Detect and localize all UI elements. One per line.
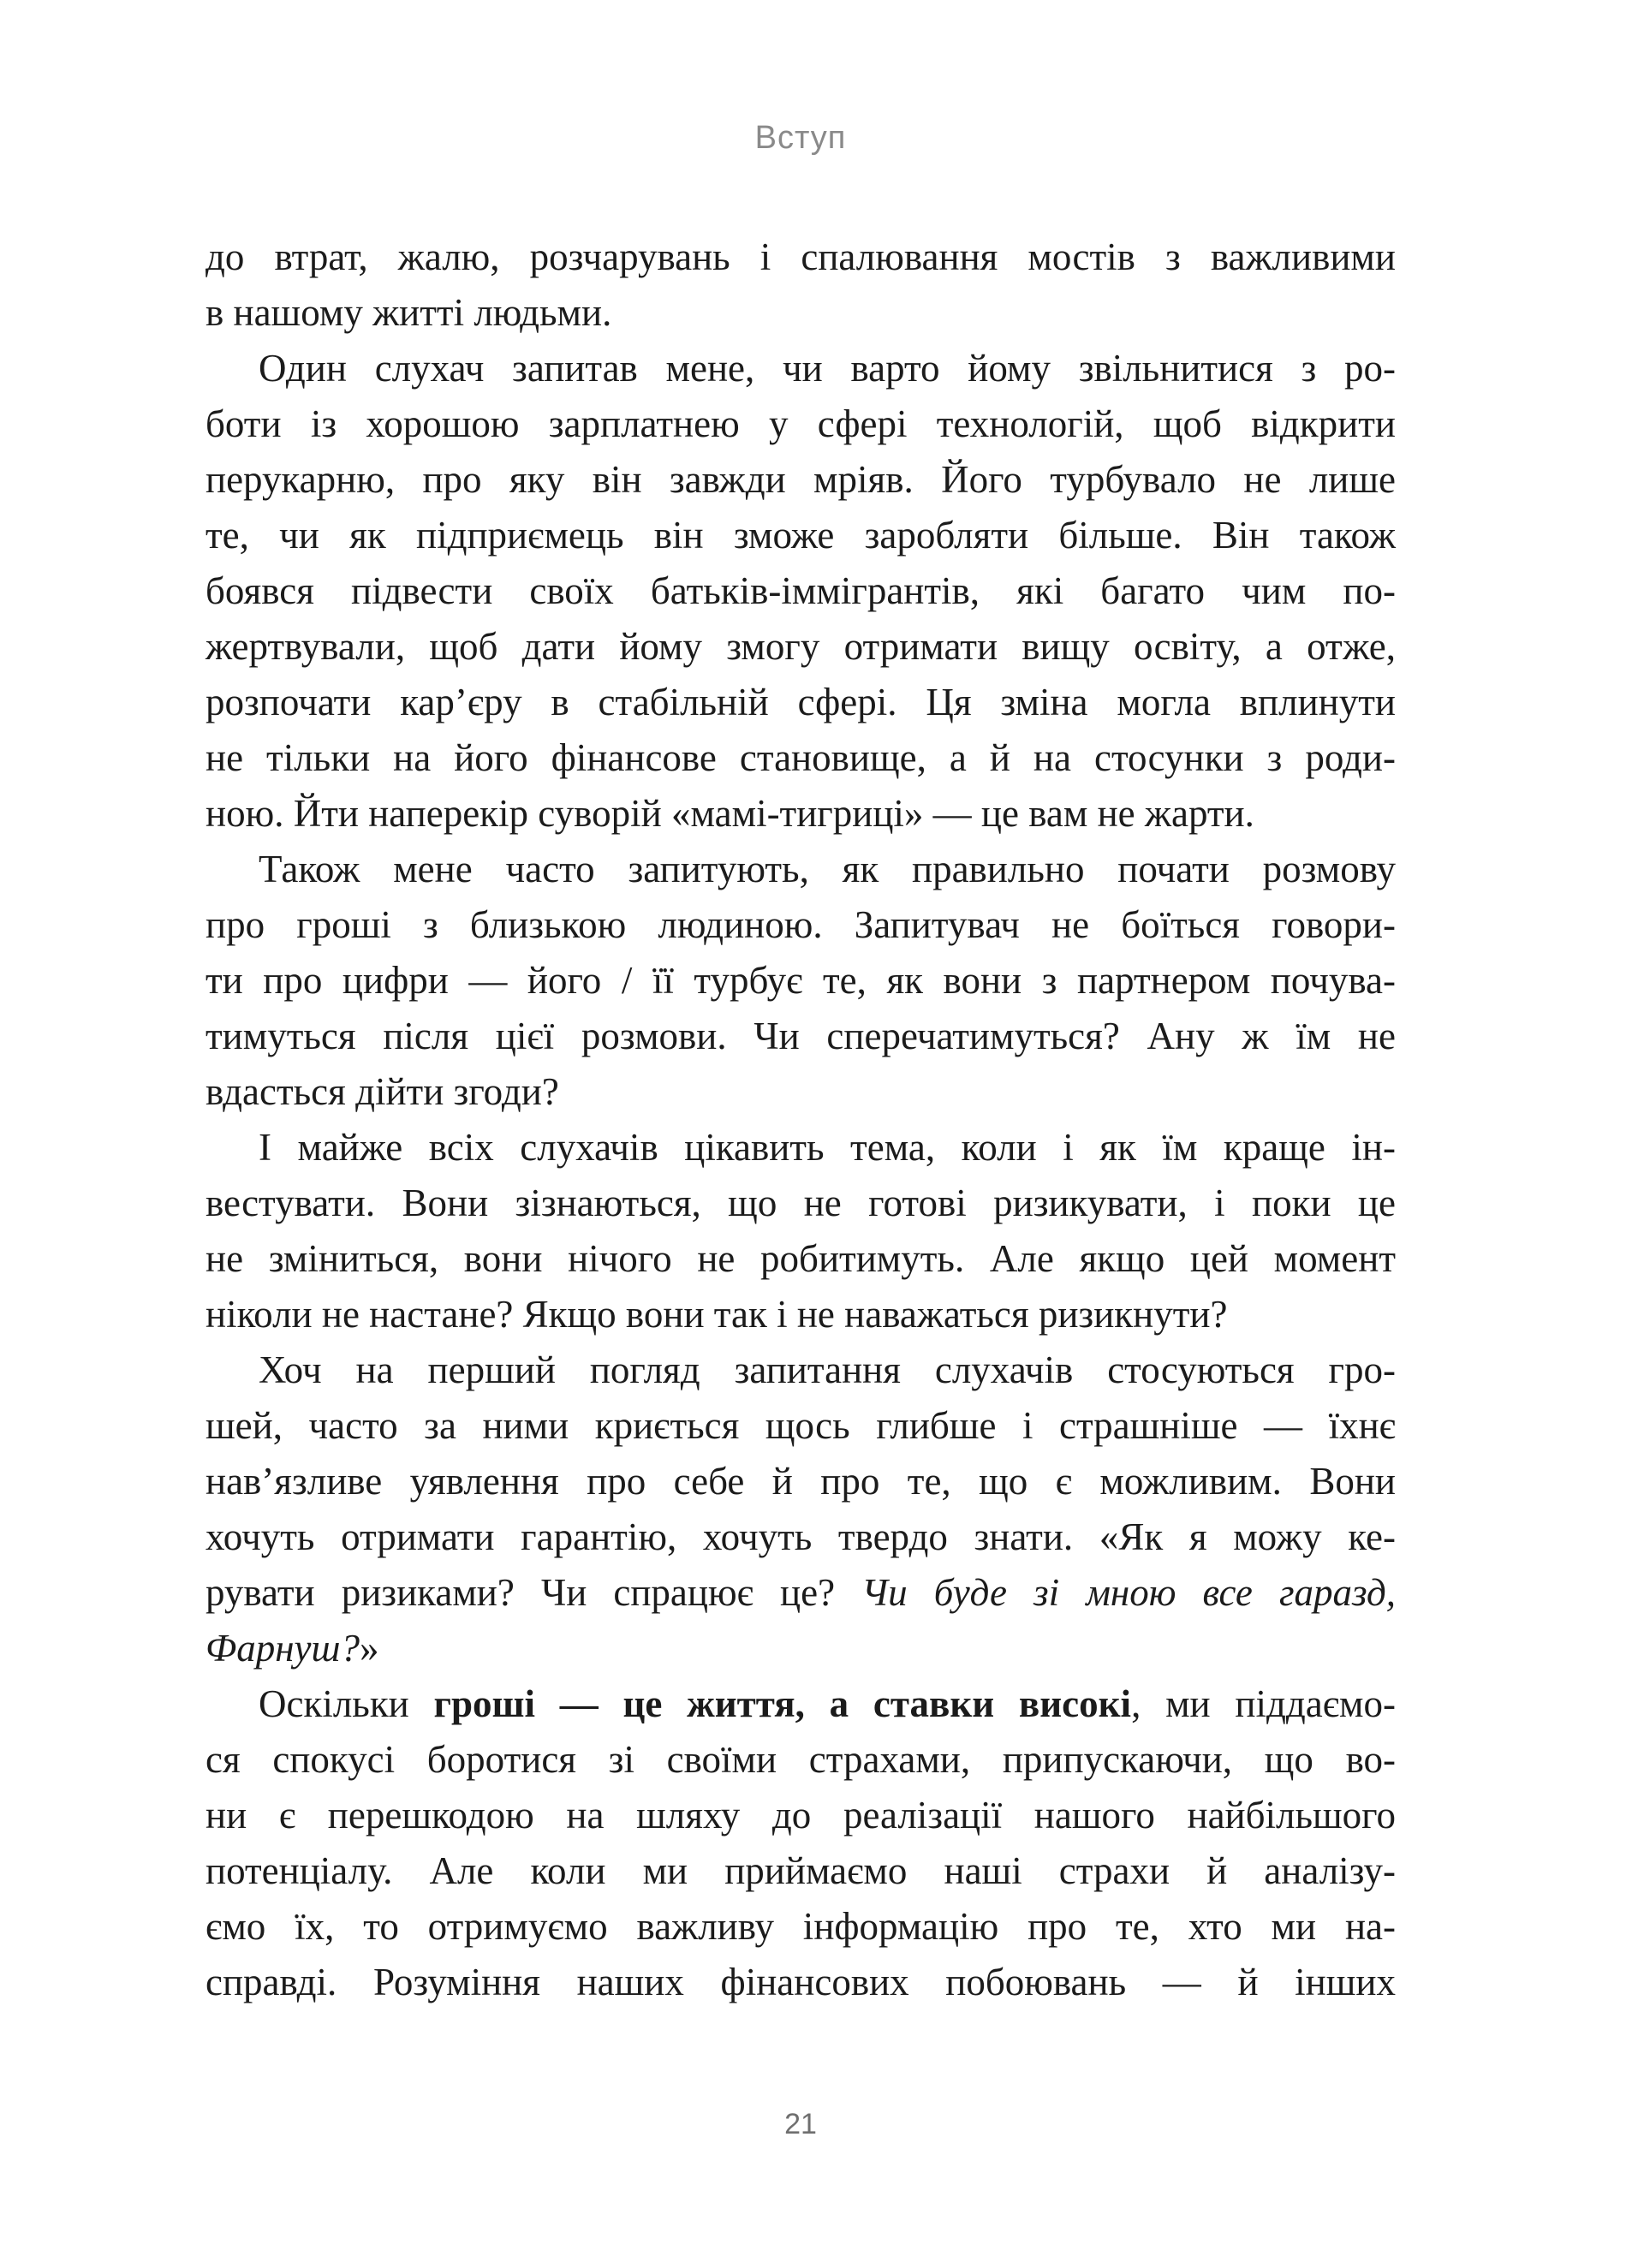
text-line [206, 1009, 1396, 1064]
text-line [206, 1120, 1396, 1176]
text-segment: ся спокусі боротися зі своїми страхами, припускаючи, що во- [206, 1738, 1396, 1781]
text-segment-italic: Фарнуш? [206, 1627, 360, 1670]
text-segment: не тільки на його фінансове становище, а й на стосунки з роди- [206, 736, 1396, 779]
text-line [206, 1955, 1396, 2010]
text-line [206, 1565, 1396, 1621]
text-segment: розпочати кар’єру в стабільній сфері. Ця зміна могла вплинути [206, 681, 1396, 723]
text-segment-bold: гроші — це життя, а ставки високі [433, 1682, 1132, 1725]
text-line [206, 396, 1396, 452]
text-segment: ною. Йти наперекір суворій «мамі-тигриці» — це вам не жарти. [206, 792, 1254, 835]
text-line [206, 1064, 1396, 1120]
text-segment: хочуть отримати гарантію, хочуть твердо знати. «Як я можу ке- [206, 1515, 1396, 1558]
text-segment-italic: Чи буде зі мною все гаразд, [861, 1571, 1396, 1614]
text-segment: Оскільки [259, 1682, 434, 1725]
text-segment: ни є перешкодою на шляху до реалізації нашого найбільшого [206, 1794, 1396, 1836]
text-line [206, 786, 1396, 842]
text-line [206, 563, 1396, 619]
text-segment: перукарню, про яку він завжди мріяв. Його турбувало не лише [206, 458, 1396, 501]
text-line [206, 508, 1396, 563]
text-line [206, 1454, 1396, 1509]
text-segment: справді. Розуміння наших фінансових побоювань — й інших [206, 1961, 1396, 2003]
text-segment: нав’язливе уявлення про себе й про те, що є можливим. Вони [206, 1460, 1396, 1503]
text-segment: вдасться дійти згоди? [206, 1070, 559, 1113]
text-segment: про гроші з близькою людиною. Запитувач не боїться говори- [206, 903, 1396, 946]
text-line [206, 619, 1396, 675]
text-line [206, 1621, 1396, 1676]
text-line [206, 1398, 1396, 1454]
text-line [206, 897, 1396, 953]
text-line [206, 1231, 1396, 1287]
text-line [206, 1788, 1396, 1843]
text-segment: жертвували, щоб дати йому змогу отримати вищу освіту, а отже, [206, 625, 1396, 668]
text-line [206, 1342, 1396, 1398]
page-number: 21 [784, 2108, 817, 2140]
text-line [206, 1732, 1396, 1788]
text-line [206, 1843, 1396, 1899]
text-line [206, 341, 1396, 396]
text-segment: в нашому житті людьми. [206, 291, 612, 334]
text-segment: , ми піддаємо- [1131, 1682, 1396, 1725]
text-segment: Один слухач запитав мене, чи варто йому звільнитися з ро- [259, 347, 1396, 390]
text-line [206, 229, 1396, 285]
text-segment: боявся підвести своїх батьків-іммігрантів, які багато чим по- [206, 569, 1396, 612]
text-segment: не зміниться, вони нічого не робитимуть. Але якщо цей момент [206, 1237, 1396, 1280]
text-segment: до втрат, жалю, розчарувань і спалювання мостів з важливими [206, 235, 1396, 278]
text-segment: вестувати. Вони зізнаються, що не готові ризикувати, і поки це [206, 1182, 1396, 1224]
text-segment: потенціалу. Але коли ми приймаємо наші страхи й аналізу- [206, 1849, 1396, 1892]
text-segment: Хоч на перший погляд запитання слухачів стосуються гро- [259, 1348, 1396, 1391]
text-line [206, 675, 1396, 730]
text-segment: те, чи як підприємець він зможе заробляти більше. Він також [206, 514, 1396, 557]
text-line [206, 1676, 1396, 1732]
body-text-block [206, 229, 1396, 2010]
text-segment: ємо їх, то отримуємо важливу інформацію про те, хто ми на- [206, 1905, 1396, 1948]
text-segment: шей, часто за ними криється щось глибше і страшніше — їхнє [206, 1404, 1396, 1447]
text-segment: » [359, 1627, 379, 1670]
text-line [206, 730, 1396, 786]
text-line [206, 1287, 1396, 1342]
text-segment: ніколи не настане? Якщо вони так і не наважаться ризикнути? [206, 1293, 1228, 1336]
text-segment: ти про цифри — його / її турбує те, як вони з партнером почува- [206, 959, 1396, 1002]
text-line [206, 452, 1396, 508]
text-segment: боти із хорошою зарплатнею у сфері технологій, щоб відкрити [206, 402, 1396, 445]
text-line [206, 953, 1396, 1009]
text-line [206, 285, 1396, 341]
text-line [206, 842, 1396, 897]
text-segment: рувати ризиками? Чи спрацює це? [206, 1571, 862, 1614]
text-line [206, 1509, 1396, 1565]
text-segment: Також мене часто запитують, як правильно почати розмову [259, 848, 1396, 890]
text-line [206, 1176, 1396, 1231]
text-line [206, 1899, 1396, 1955]
text-segment: І майже всіх слухачів цікавить тема, коли і як їм краще ін- [259, 1126, 1396, 1169]
text-segment: тимуться після цієї розмови. Чи сперечатимуться? Ану ж їм не [206, 1015, 1396, 1057]
running-head: Вступ [754, 120, 847, 156]
